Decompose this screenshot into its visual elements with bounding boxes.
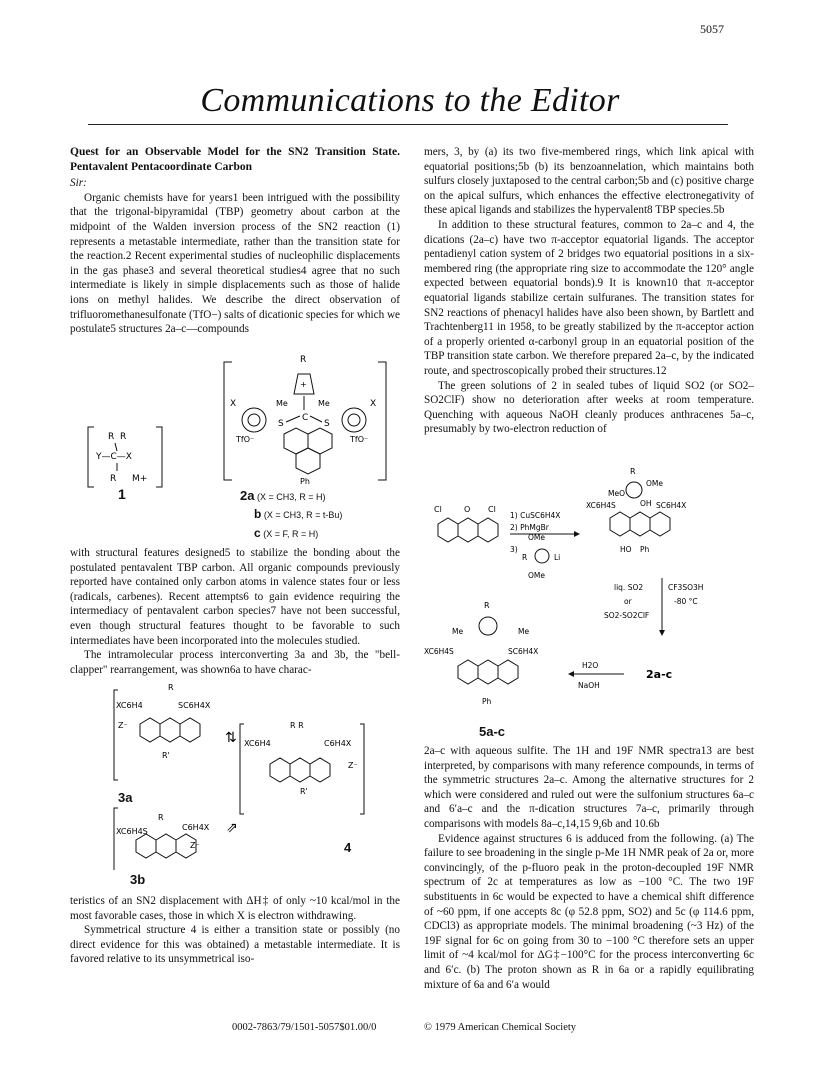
atom-ph: Ph	[300, 477, 310, 484]
label-1: 1	[118, 486, 126, 502]
condition: liq. SO2	[614, 583, 644, 592]
structure-1	[86, 425, 166, 505]
atom-r: R	[120, 432, 127, 442]
paragraph: In addition to these structural features, common to 2a–c and 4, the dications (2a–c) have two π-acceptor equatorial ligands. The acceptor pentadienyl cation system of 2 bridges two equatorial positions in a six-membered ring (the appropriate ring size to accommodate the 120° angle expected between equatorial bonds).9 It is known10 that π-acceptor equatorial ligands stabilize certain sulfuranes. The transition states for SN2 reactions of phenacyl halides have also been shown, by Bartlett and Trachtenberg11 in 1958, to be greatly stabilized by the π-acceptor action of a properly oriented α-carbonyl group in an equatorial position of the TBP transition state carbon. We therefore prepared 2a–c, by the indicated route, and spectroscopically probed their structures.12	[424, 218, 754, 377]
condition: NaOH	[578, 681, 600, 690]
substituent: C6H4X	[324, 739, 352, 748]
atom-r: R	[630, 468, 636, 476]
atom-cl: Cl	[434, 505, 442, 514]
page-number: 5057	[700, 22, 724, 36]
condition: SO2-SO2ClF	[604, 611, 650, 620]
substituent: Me	[452, 627, 464, 636]
substituent: SC6H4X	[508, 647, 539, 656]
atom-r: R	[300, 355, 307, 365]
reagent: 2) PhMgBr	[510, 523, 549, 532]
legend-2a	[240, 488, 326, 503]
atom-r: R R	[290, 721, 304, 730]
article-title: Quest for an Observable Model for the SN2 Transition State. Pentavalent Pentacoordinate Carbon	[70, 146, 400, 173]
atom-me: Me	[276, 399, 288, 408]
atom-ycx: Y—C—X	[96, 452, 132, 462]
counterion: Z⁻	[118, 721, 128, 730]
atom-cl: Cl	[488, 505, 496, 514]
condition: H2O	[582, 661, 599, 670]
right-column-bottom	[424, 744, 754, 992]
substituent: OMe	[528, 571, 545, 580]
substituent: OH	[640, 499, 652, 508]
substituent: Ph	[640, 545, 650, 554]
substituent: Ph	[482, 697, 492, 706]
substituents-2b: (X = CH3, R = t-Bu)	[263, 510, 343, 520]
atom-o: O	[464, 505, 471, 514]
left-column-top	[70, 145, 400, 337]
condition: -80 °C	[674, 597, 698, 606]
structure-2	[210, 354, 400, 484]
salutation: Sir:	[70, 177, 87, 190]
atom-m: M+	[132, 474, 148, 484]
atom-x: X	[230, 399, 237, 409]
svg-text:⇅: ⇅	[225, 730, 237, 746]
paragraph: The intramolecular process interconverting 3a and 3b, the "bell-clapper" rearrangement, was shown6a to have charac-	[70, 649, 400, 676]
atom-tfo: TfO⁻	[350, 435, 369, 444]
footer-code: 0002-7863/79/1501-5057$01.00/0	[232, 1022, 377, 1033]
paragraph: Symmetrical structure 4 is either a transition state or possibly (no direct evidence for this was obtained) a metastable intermediate. It is favored relative to its unsymmetrical iso-	[70, 924, 400, 966]
atom-me: Me	[318, 399, 330, 408]
substituent: XC6H4	[116, 701, 143, 710]
left-column-bottom	[70, 894, 400, 967]
label-4: 4	[344, 840, 352, 855]
atom-r: R	[108, 432, 115, 442]
legend-2c	[254, 526, 318, 540]
paragraph: Evidence against structures 6 is adduced from the following. (a) The failure to see broadening in the single p-Me 1H NMR peak of 2a or, more convincingly, of the p-fluoro peak in the proton-decoupled 19F NMR spectrum of 2c at temperatures as low as −100 °C. The two 19F substituents in 6c would be expected to have a chemical shift difference of ~60 ppm, if one accepts 8c (φ 52.8 ppm, SO2) and 5c (φ 114.6 ppm, CDCl3) as appropriate models. The minimal broadening (~3 Hz) of the 19F signal for 6c on going from 30 to −100 °C therefore sets an upper limit of ~4 kcal/mol for ΔG‡−100°C for the process interconverting 6c and 6′c. (b) The proton shown as R in 6a or a rapidly equilibrating mixture of 6a and 6′a would	[424, 832, 754, 991]
footer-copyright: © 1979 American Chemical Society	[424, 1022, 577, 1033]
substituent: SC6H4X	[178, 701, 211, 710]
reagent: 3)	[510, 545, 518, 554]
svg-text:+: +	[300, 380, 307, 389]
substituent: HO	[620, 545, 632, 554]
atom-r: R	[168, 683, 174, 692]
paragraph: Organic chemists have for years1 been intrigued with the possibility that the trigonal-bipyramidal (TBP) geometry about carbon at the midpoint of the Walden inversion process of the SN2 reaction (1) represents a metastable intermediate, rather than the transition state for the reaction.2 Recent experimental studies of nucleophilic displacements in the gas phase3 and several theoretical studies4 agree that no such intermediate is likely in simple displacements such as those of halide ions on methyl halides. We describe the direct observation of trifluoromethanesulfonate (TfO−) salts of dicationic species for which we postulate5 structures 2a–c—compounds	[70, 191, 401, 336]
label-2b: b	[254, 507, 262, 521]
condition: or	[624, 597, 632, 606]
paragraph: mers, 3, by (a) its two five-membered rings, which link apical with equatorial positions;5b (b) its benzoannelation, which maintains both sulfurs closely juxtaposed to the central carbon;5b and (c) positive charge on the apical sulfurs, which enhances the effective electronegativity of these apical ligands and stabilizes the hypervalent8 TBP species.5b	[424, 146, 754, 217]
atom-s: S	[278, 419, 284, 429]
journal-section-header: Communications to the Editor	[200, 82, 620, 119]
substituent: Me	[518, 627, 530, 636]
right-column-top	[424, 145, 754, 437]
legend-2b	[254, 507, 342, 521]
label-2a-c: 2a-c	[646, 668, 673, 681]
atom-rprime: R'	[162, 751, 170, 760]
left-column-middle	[70, 546, 400, 677]
substituent: MeO	[608, 489, 625, 498]
label-3b: 3b	[130, 872, 146, 887]
counterion: Z⁻	[190, 841, 200, 850]
atom-r: R	[484, 601, 490, 610]
counterion: Z⁻	[348, 761, 358, 770]
header-rule	[88, 124, 728, 125]
paragraph: 2a–c with aqueous sulfite. The 1H and 19F NMR spectra13 are best interpreted, by comparisons with many reference compounds, in terms of the symmetric structures 2a–c. Among the alternative structures for 2 which were considered and ruled out were the sulfonium structures 6a–c and 6′a–c and the π-dication structures 7a–c, primarily through comparisons with models 8a–c,14,15 9,6b and 10.6b	[424, 745, 754, 830]
atom-tfo: TfO⁻	[236, 435, 255, 444]
atom-x: X	[370, 399, 377, 409]
atom-r: R	[158, 813, 164, 822]
label-3a: 3a	[118, 790, 133, 805]
atom-r: R	[110, 474, 117, 484]
paragraph: teristics of an SN2 displacement with ΔH‡ of only ~10 kcal/mol in the most favorable cases, those in which X is electron withdrawing.	[70, 895, 400, 922]
atom-c: C	[302, 413, 309, 423]
atom-rprime: R'	[300, 787, 308, 796]
substituents-2c: (X = F, R = H)	[263, 529, 319, 539]
atom-s: S	[324, 419, 330, 429]
reaction-scheme	[424, 468, 754, 738]
label-2c: c	[254, 526, 261, 540]
label-2a: 2a	[240, 488, 255, 503]
svg-text:⇗: ⇗	[226, 820, 238, 836]
paragraph: The green solutions of 2 in sealed tubes of liquid SO2 (or SO2–SO2ClF) show no deterioration after weeks at room temperature. Quenching with aqueous NaOH cleanly produces anthracenes 5a–c, presumably by two-electron reduction of	[424, 379, 754, 436]
reagent: 1) CuSC6H4X	[510, 511, 561, 520]
paragraph: with structural features designed5 to stabilize the bonding about the postulated pentavalent TBP carbon. All organic compounds previously reported have contained only carbon atoms in valence states four or less (radicals, carbenes). Recent attempts6 to gain evidence requiring the intermediacy of pentavalent carbon species7 have not been successful, even though structural features thought to be favorable to such intermediates have been incorporated into the molecules studied.	[70, 547, 400, 647]
substituent: XC6H4	[244, 739, 271, 748]
substituent: C6H4X	[182, 823, 210, 832]
condition: CF3SO3H	[668, 583, 704, 592]
substituent: XC6H4S	[116, 827, 148, 836]
substituents-2a: (X = CH3, R = H)	[256, 492, 326, 502]
substituent: XC6H4S	[586, 501, 616, 510]
substituent: SC6H4X	[656, 501, 687, 510]
atom-r: R	[522, 553, 528, 562]
substituent: OMe	[528, 533, 545, 542]
substituent: XC6H4S	[424, 647, 454, 656]
label-5a-c: 5a-c	[479, 724, 506, 739]
substituent: OMe	[646, 479, 663, 488]
atom-li: Li	[554, 553, 561, 562]
